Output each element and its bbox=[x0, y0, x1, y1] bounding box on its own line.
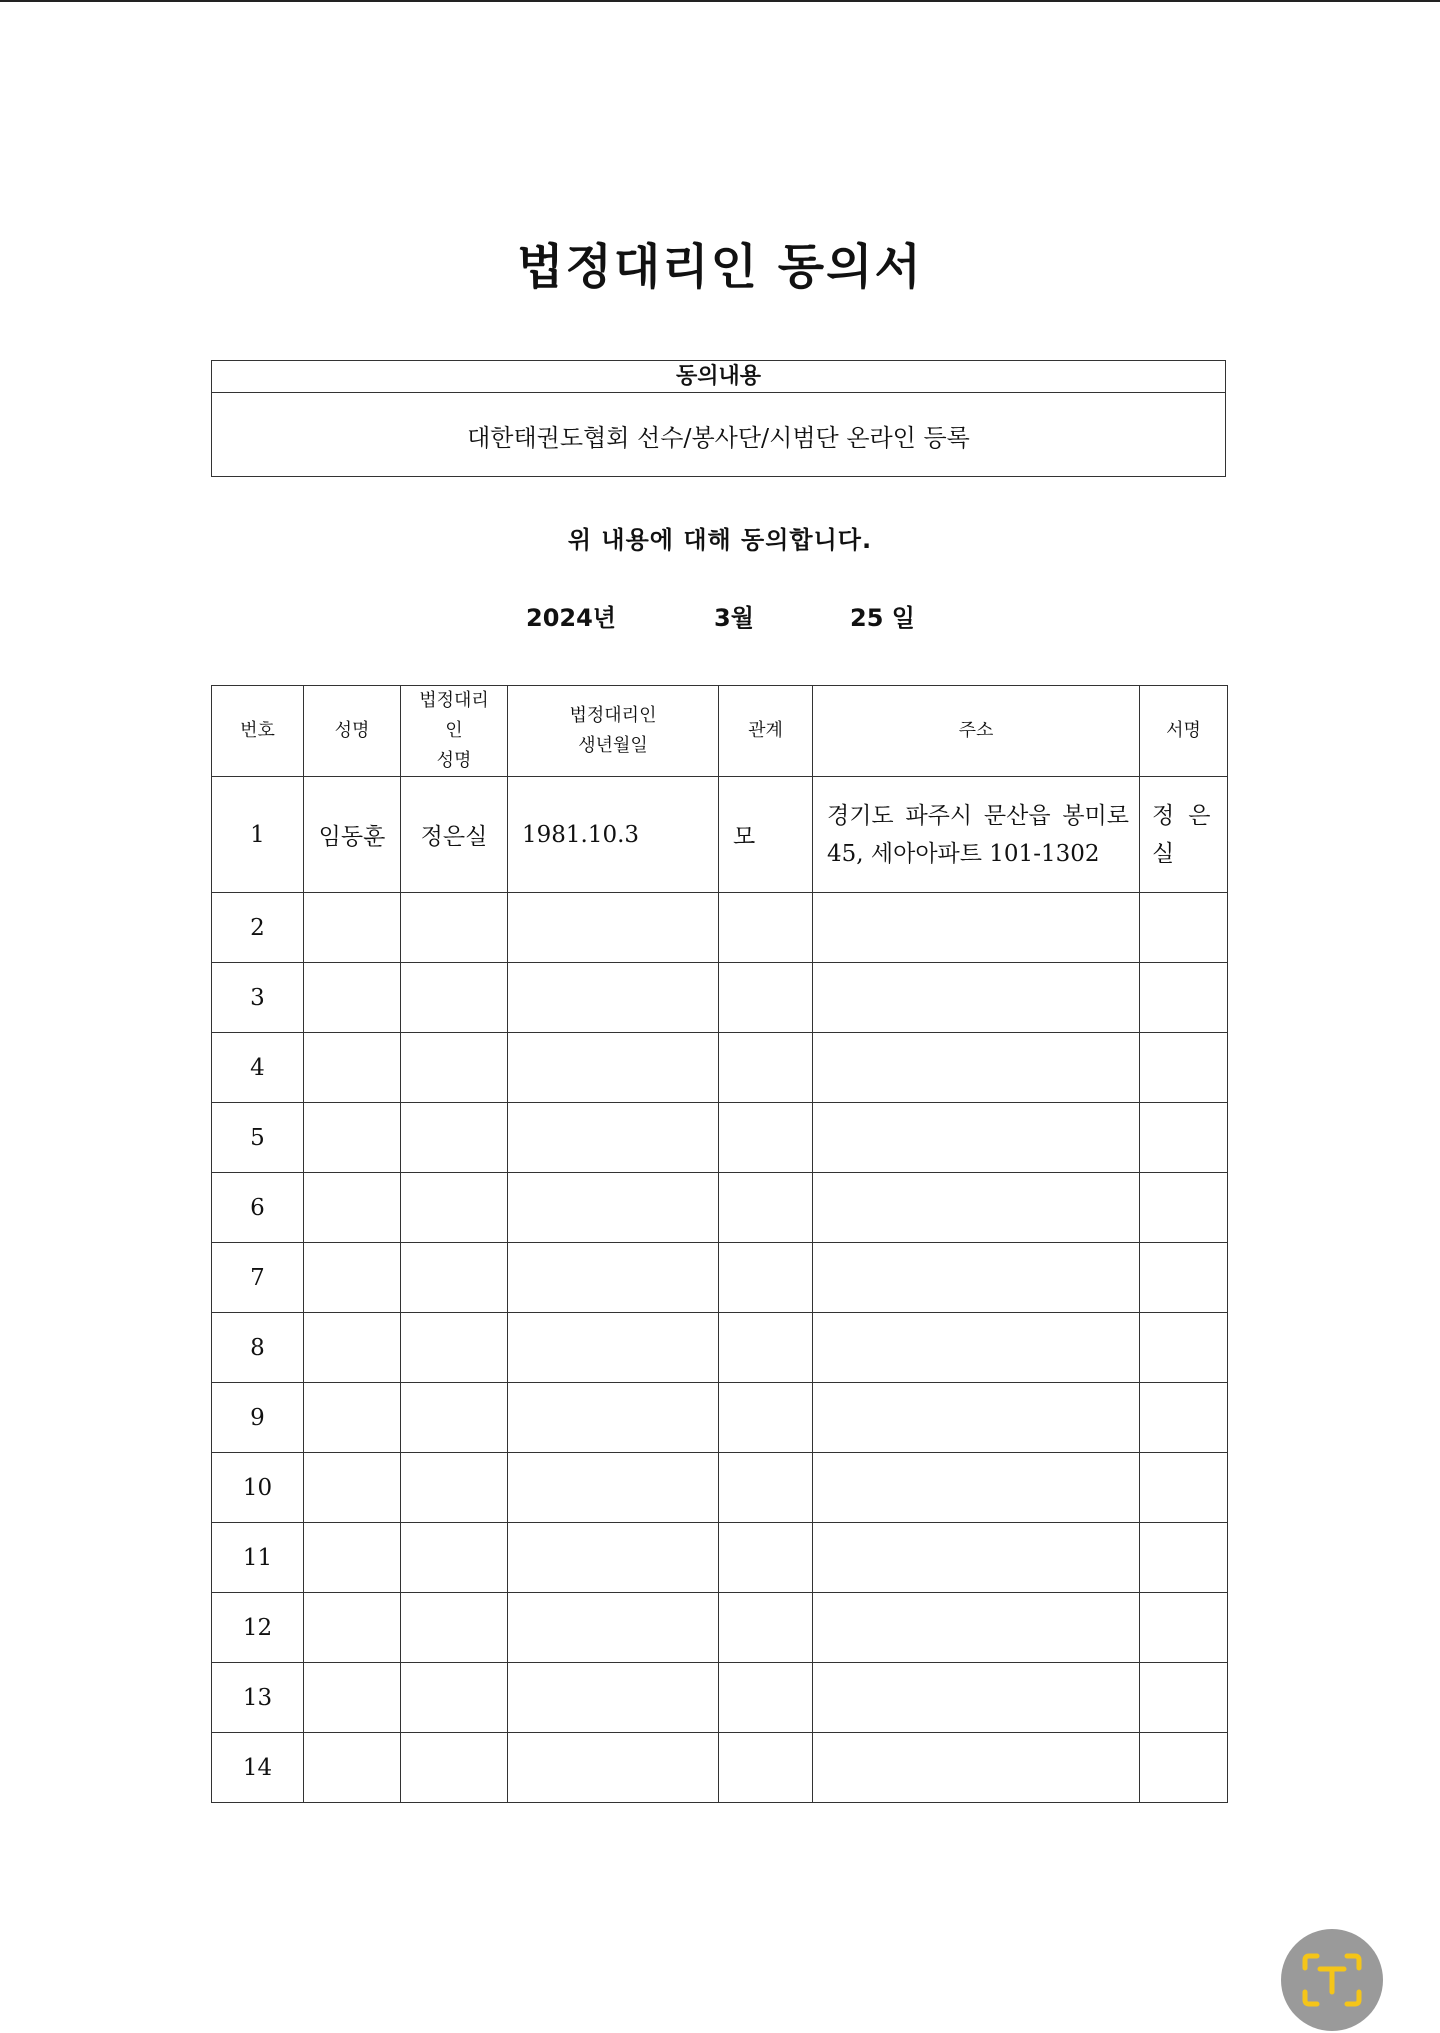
cell-no: 14 bbox=[212, 1733, 304, 1803]
cell-relation bbox=[719, 1173, 813, 1243]
cell-address bbox=[813, 963, 1140, 1033]
cell-guardian-birth bbox=[508, 963, 719, 1033]
top-border-line bbox=[0, 0, 1440, 2]
cell-address bbox=[813, 1453, 1140, 1523]
cell-guardian-birth bbox=[508, 1103, 719, 1173]
table-row bbox=[212, 1733, 1228, 1803]
header-no: 번호 bbox=[212, 686, 304, 777]
registration-table bbox=[211, 685, 1228, 1803]
cell-no: 4 bbox=[212, 1033, 304, 1103]
cell-guardian-name bbox=[401, 1663, 508, 1733]
cell-signature bbox=[1140, 1453, 1228, 1523]
cell-relation: 모 bbox=[719, 777, 813, 893]
cell-guardian-name bbox=[401, 893, 508, 963]
cell-guardian-birth: 1981.10.3 bbox=[508, 777, 719, 893]
cell-address bbox=[813, 1243, 1140, 1313]
table-row bbox=[212, 777, 1228, 893]
cell-no: 12 bbox=[212, 1593, 304, 1663]
header-signature: 서명 bbox=[1140, 686, 1228, 777]
cell-relation bbox=[719, 1313, 813, 1383]
cell-no: 8 bbox=[212, 1313, 304, 1383]
cell-address bbox=[813, 1033, 1140, 1103]
cell-guardian-name bbox=[401, 1733, 508, 1803]
cell-guardian-birth bbox=[508, 1313, 719, 1383]
date-year: 2024년 bbox=[526, 604, 616, 632]
cell-signature bbox=[1140, 1593, 1228, 1663]
cell-name bbox=[304, 893, 401, 963]
header-guardian-birth-line-2: 생년월일 bbox=[578, 735, 648, 756]
cell-no: 2 bbox=[212, 893, 304, 963]
cell-guardian-birth bbox=[508, 1523, 719, 1593]
cell-relation bbox=[719, 893, 813, 963]
cell-address bbox=[813, 1103, 1140, 1173]
cell-guardian-name bbox=[401, 1313, 508, 1383]
cell-signature bbox=[1140, 1383, 1228, 1453]
cell-guardian-name bbox=[401, 1033, 508, 1103]
cell-guardian-name bbox=[401, 1103, 508, 1173]
header-relation: 관계 bbox=[719, 686, 813, 777]
cell-no: 9 bbox=[212, 1383, 304, 1453]
cell-address bbox=[813, 1383, 1140, 1453]
cell-no: 1 bbox=[212, 777, 304, 893]
cell-name bbox=[304, 1103, 401, 1173]
cell-no: 5 bbox=[212, 1103, 304, 1173]
cell-no: 11 bbox=[212, 1523, 304, 1593]
cell-guardian-birth bbox=[508, 893, 719, 963]
table-row bbox=[212, 1663, 1228, 1733]
date-month: 3월 bbox=[714, 604, 754, 632]
text-scan-icon bbox=[1301, 1952, 1363, 2008]
cell-guardian-birth bbox=[508, 1033, 719, 1103]
cell-signature bbox=[1140, 1173, 1228, 1243]
table-row bbox=[212, 1033, 1228, 1103]
cell-relation bbox=[719, 963, 813, 1033]
cell-guardian-name bbox=[401, 1173, 508, 1243]
cell-address: 경기도 파주시 문산읍 봉미로45, 세아아파트 101-1302 bbox=[813, 777, 1140, 893]
cell-name: 임동훈 bbox=[304, 777, 401, 893]
cell-signature: 정은실 bbox=[1140, 777, 1228, 893]
cell-guardian-birth bbox=[508, 1453, 719, 1523]
cell-name bbox=[304, 1383, 401, 1453]
header-guardian-name-line-3: 성명 bbox=[436, 750, 472, 771]
consent-header: 동의내용 bbox=[212, 361, 1225, 393]
header-guardian-name-line-2: 인 bbox=[445, 720, 463, 741]
header-guardian-birth bbox=[508, 686, 719, 777]
cell-guardian-name bbox=[401, 1383, 508, 1453]
header-guardian-name-line-1: 법정대리 bbox=[419, 690, 489, 711]
cell-relation bbox=[719, 1663, 813, 1733]
table-row bbox=[212, 1313, 1228, 1383]
cell-signature bbox=[1140, 1243, 1228, 1313]
cell-relation bbox=[719, 1593, 813, 1663]
table-row bbox=[212, 963, 1228, 1033]
header-guardian-name bbox=[401, 686, 508, 777]
cell-relation bbox=[719, 1033, 813, 1103]
table-row bbox=[212, 1523, 1228, 1593]
cell-relation bbox=[719, 1383, 813, 1453]
cell-relation bbox=[719, 1733, 813, 1803]
text-scan-button[interactable] bbox=[1281, 1929, 1383, 2031]
cell-no: 10 bbox=[212, 1453, 304, 1523]
cell-address bbox=[813, 1173, 1140, 1243]
cell-address bbox=[813, 1523, 1140, 1593]
cell-guardian-birth bbox=[508, 1663, 719, 1733]
cell-relation bbox=[719, 1103, 813, 1173]
cell-name bbox=[304, 1243, 401, 1313]
cell-guardian-birth bbox=[508, 1243, 719, 1313]
cell-guardian-birth bbox=[508, 1733, 719, 1803]
cell-address bbox=[813, 893, 1140, 963]
cell-guardian-name: 정은실 bbox=[401, 777, 508, 893]
date-day: 25 일 bbox=[850, 604, 915, 632]
cell-no: 13 bbox=[212, 1663, 304, 1733]
cell-signature bbox=[1140, 1103, 1228, 1173]
cell-signature bbox=[1140, 963, 1228, 1033]
cell-address bbox=[813, 1733, 1140, 1803]
cell-no: 7 bbox=[212, 1243, 304, 1313]
cell-no: 6 bbox=[212, 1173, 304, 1243]
cell-name bbox=[304, 963, 401, 1033]
cell-signature bbox=[1140, 1733, 1228, 1803]
agreement-statement: 위 내용에 대해 동의합니다. bbox=[567, 526, 873, 554]
cell-name bbox=[304, 1523, 401, 1593]
cell-name bbox=[304, 1033, 401, 1103]
cell-name bbox=[304, 1313, 401, 1383]
cell-signature bbox=[1140, 1523, 1228, 1593]
cell-guardian-name bbox=[401, 1593, 508, 1663]
cell-guardian-name bbox=[401, 1243, 508, 1313]
cell-address bbox=[813, 1313, 1140, 1383]
cell-guardian-name bbox=[401, 1523, 508, 1593]
cell-address bbox=[813, 1593, 1140, 1663]
table-row bbox=[212, 1383, 1228, 1453]
table-row bbox=[212, 893, 1228, 963]
cell-relation bbox=[719, 1523, 813, 1593]
cell-name bbox=[304, 1453, 401, 1523]
cell-no: 3 bbox=[212, 963, 304, 1033]
cell-signature bbox=[1140, 1663, 1228, 1733]
cell-guardian-birth bbox=[508, 1173, 719, 1243]
table-row bbox=[212, 1243, 1228, 1313]
header-name: 성명 bbox=[304, 686, 401, 777]
header-guardian-birth-line-1: 법정대리인 bbox=[569, 705, 657, 726]
cell-guardian-birth bbox=[508, 1593, 719, 1663]
cell-name bbox=[304, 1663, 401, 1733]
cell-guardian-birth bbox=[508, 1383, 719, 1453]
cell-signature bbox=[1140, 893, 1228, 963]
consent-content: 대한태권도협회 선수/봉사단/시범단 온라인 등록 bbox=[467, 423, 970, 452]
table-row bbox=[212, 1103, 1228, 1173]
page-title: 법정대리인 동의서 bbox=[517, 239, 923, 295]
table-row bbox=[212, 1173, 1228, 1243]
cell-address bbox=[813, 1663, 1140, 1733]
table-row bbox=[212, 1453, 1228, 1523]
cell-name bbox=[304, 1733, 401, 1803]
cell-signature bbox=[1140, 1033, 1228, 1103]
cell-relation bbox=[719, 1453, 813, 1523]
cell-guardian-name bbox=[401, 963, 508, 1033]
consent-box bbox=[211, 360, 1226, 477]
cell-name bbox=[304, 1173, 401, 1243]
cell-signature bbox=[1140, 1313, 1228, 1383]
table-row bbox=[212, 1593, 1228, 1663]
table-header-row bbox=[212, 686, 1228, 777]
cell-relation bbox=[719, 1243, 813, 1313]
cell-guardian-name bbox=[401, 1453, 508, 1523]
header-address: 주소 bbox=[813, 686, 1140, 777]
cell-name bbox=[304, 1593, 401, 1663]
